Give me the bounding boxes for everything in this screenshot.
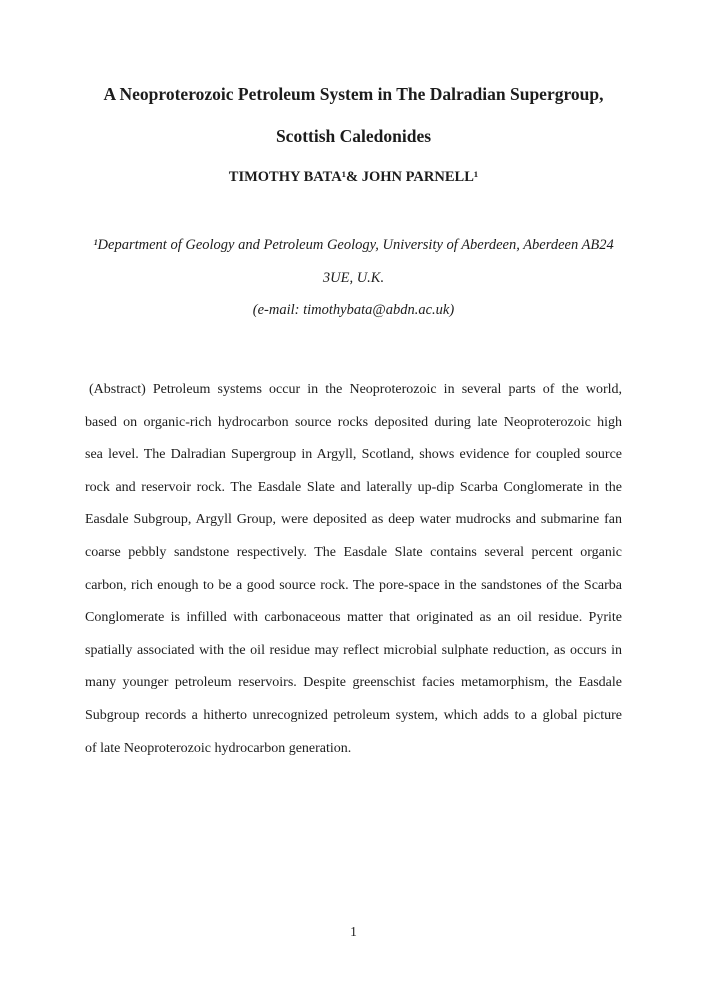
abstract-line: Conglomerate is infilled with carbonaceous matter that originated as an oil residue. Pyrite	[85, 610, 622, 626]
abstract-line: based on organic-rich hydrocarbon source rocks deposited during late Neoproterozoic high	[85, 414, 622, 430]
abstract-line: rock and reservoir rock. The Easdale Slate and laterally up-dip Scarba Conglomerate in the	[85, 479, 622, 495]
affiliation-line1: ¹Department of Geology and Petroleum Geology, University of Aberdeen, Aberdeen AB24	[93, 237, 614, 253]
abstract-line: coarse pebbly sandstone respectively. The Easdale Slate contains several percent organic	[85, 544, 622, 560]
paper-title-line2: Scottish Caledonides	[275, 126, 432, 146]
abstract-line: sea level. The Dalradian Supergroup in Argyll, Scotland, shows evidence for coupled source	[85, 447, 622, 463]
abstract-line: Subgroup records a hitherto unrecognized petroleum system, which adds to a global picture	[85, 707, 622, 723]
paper-title-line1: A Neoproterozoic Petroleum System in The Dalradian Supergroup,	[103, 84, 604, 104]
authors-line: TIMOTHY BATA¹& JOHN PARNELL¹	[228, 169, 479, 185]
abstract-line: Easdale Subgroup, Argyll Group, were deposited as deep water mudrocks and submarine fan	[85, 512, 622, 528]
abstract-line: carbon, rich enough to be a good source rock. The pore-space in the sandstones of the Scarba	[85, 577, 622, 593]
page-number: 1	[350, 924, 357, 939]
affiliation-block	[70, 229, 637, 327]
abstract-line: (Abstract) Petroleum systems occur in the Neoproterozoic in several parts of the world,	[89, 382, 622, 397]
abstract-line: of late Neoproterozoic hydrocarbon generation.	[85, 740, 352, 756]
abstract-line: many younger petroleum reservoirs. Despite greenschist facies metamorphism, the Easdale	[85, 675, 622, 691]
abstract-line: spatially associated with the oil residue may reflect microbial sulphate reduction, as occurs in	[85, 642, 622, 658]
paper-title	[85, 73, 622, 157]
abstract-paragraph	[85, 374, 622, 765]
affiliation-line2: 3UE, U.K.	[322, 269, 385, 286]
affiliation-email: (e-mail: timothybata@abdn.ac.uk)	[252, 302, 455, 319]
